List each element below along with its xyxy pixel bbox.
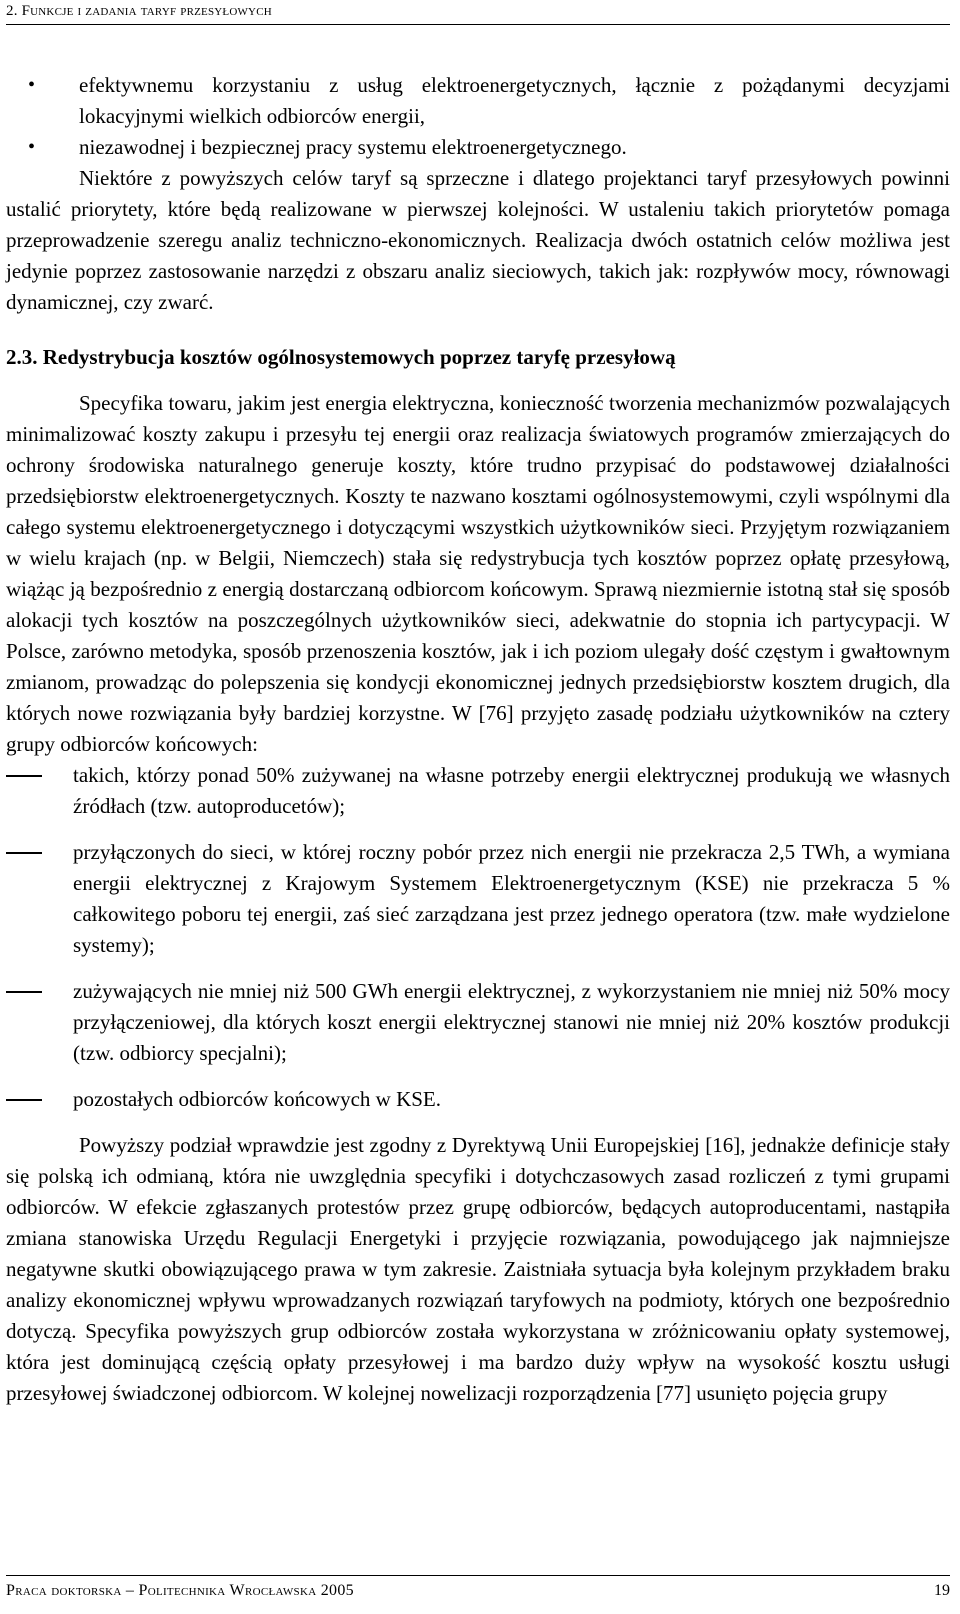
bullet-icon: • [28, 136, 36, 158]
customer-groups-list [6, 760, 950, 1115]
bullet-item [6, 132, 950, 163]
bullet-list [6, 70, 950, 163]
dash-icon [6, 775, 42, 777]
customer-group-text: pozostałych odbiorców końcowych w KSE. [73, 1087, 442, 1111]
customer-group-text: takich, którzy ponad 50% zużywanej na własne potrzeby energii elektrycznej produkują we własnych źródłach (tzw. autoproducetów); [73, 763, 950, 818]
bullet-item [6, 70, 950, 132]
section-heading: 2.3. Redystrybucja kosztów ogólnosystemowych poprzez taryfę przesyłową [6, 345, 676, 369]
paragraph-directive: Powyższy podział wprawdzie jest zgodny z Dyrektywą Unii Europejskiej [16], jednakże definicje stały się polską ich odmianą, która nie uwzględnia specyfiki i dotychczasowych zasad rozliczeń z tymi grupami odbiorców. W efekcie zgłaszanych protestów przez grupę odbiorców, będących autoproducentami, nastąpiła zmiana stanowiska Urzędu Regulacji Energetyki i przyjęcie rozwiązania, powodującego jak najmniejsze negatywne skutki obowiązującego prawa w tym zakresie. Zaistniała sytuacja była kolejnym przykładem braku analizy ekonomicznej wpływu wprowadzanych rozwiązań taryfowych na podmioty, których one bezpośrednio dotyczą. Specyfika powyższych grup odbiorców została wykorzystana w zróżnicowaniu opłaty systemowej, która jest dominującą częścią opłaty przesyłowej i ma bardzo duży wpływ na wysokość kosztu usługi przesyłowej świadczonej odbiorcom. W kolejnej nowelizacji rozporządzenia [77] usunięto pojęcia grupy [6, 1133, 950, 1405]
customer-group-item [6, 837, 950, 961]
page-footer [6, 1575, 950, 1614]
bullet-text: niezawodnej i bezpiecznej pracy systemu elektroenergetycznego. [79, 135, 627, 159]
footer-source: Praca doktorska – Politechnika Wrocławska 2005 [6, 1582, 354, 1599]
customer-group-item [6, 1084, 950, 1115]
paragraph-priorities: Niektóre z powyższych celów taryf są sprzeczne i dlatego projektanci taryf przesyłowych powinni ustalić priorytety, które będą realizowane w pierwszej kolejności. W ustaleniu takich priorytetów pomaga przeprowadzenie szeregu analiz techniczno-ekonomicznych. Realizacja dwóch ostatnich celów możliwa jest jedynie poprzez zastosowanie narzędzi z obszaru analiz sieciowych, takich jak: rozpływów mocy, równowagi dynamicznej, czy zwarć. [6, 166, 950, 314]
dash-icon [6, 852, 42, 854]
paragraph-system-costs: Specyfika towaru, jakim jest energia elektryczna, konieczność tworzenia mechanizmów pozwalających minimalizować koszty zakupu i przesyłu tej energii oraz realizacja światowych programów zmierzających do ochrony środowiska naturalnego generuje koszty, które trudno przypisać do podstawowej działalności przedsiębiorstw elektroenergetycznych. Koszty te nazwano kosztami ogólnosystemowymi, czyli wspólnymi dla całego systemu elektroenergetycznego i dotyczącymi wszystkich użytkowników sieci. Przyjętym rozwiązaniem w wielu krajach (np. w Belgii, Niemczech) stała się redystrybucja tych kosztów poprzez opłatę przesyłową, wiążąc ją bezpośrednio z energią dostarczaną odbiorcom końcowym. Sprawą niezmiernie istotną stał się sposób alokacji tych kosztów na poszczególnych użytkowników sieci, adekwatnie do stopnia ich partycypacji. W Polsce, zarówno metodyka, sposób przenoszenia kosztów, jak i ich poziom ulegały dość częstym i gwałtownym zmianom, prowadząc do polepszenia się kondycji ekonomicznej jednych przedsiębiorstw kosztem drugich, dla których nowe rozwiązania były bardziej korzystne. W [76] przyjęto zasadę podziału użytkowników na cztery grupy odbiorców końcowych: [6, 391, 950, 756]
customer-group-item [6, 760, 950, 822]
page-body [6, 70, 950, 1409]
bullet-text: efektywnemu korzystaniu z usług elektroenergetycznych, łącznie z pożądanymi decyzjami lokacyjnymi wielkich odbiorców energii, [79, 73, 950, 128]
customer-group-text: zużywających nie mniej niż 500 GWh energii elektrycznej, z wykorzystaniem nie mniej niż 50% mocy przyłączeniowej, dla których koszt energii elektrycznej stanowi nie mniej niż 20% kosztów produkcji (tzw. odbiorcy specjalni); [73, 979, 950, 1065]
dash-icon [6, 991, 42, 993]
running-header [6, 0, 950, 25]
running-header-title: 2. Funkcje i zadania taryf przesyłowych [6, 3, 272, 19]
dash-icon [6, 1099, 42, 1101]
customer-group-item [6, 976, 950, 1069]
customer-group-text: przyłączonych do sieci, w której roczny pobór przez nich energii nie przekracza 2,5 TWh, a wymiana energii elektrycznej z Krajowym Systemem Elektroenergetycznym (KSE) nie przekracza 5 % całkowitego poboru tej energii, zaś sieć zarządzana jest przez jednego operatora (tzw. małe wydzielone systemy); [73, 840, 950, 957]
page-number: 19 [934, 1582, 950, 1599]
bullet-icon: • [28, 74, 36, 96]
